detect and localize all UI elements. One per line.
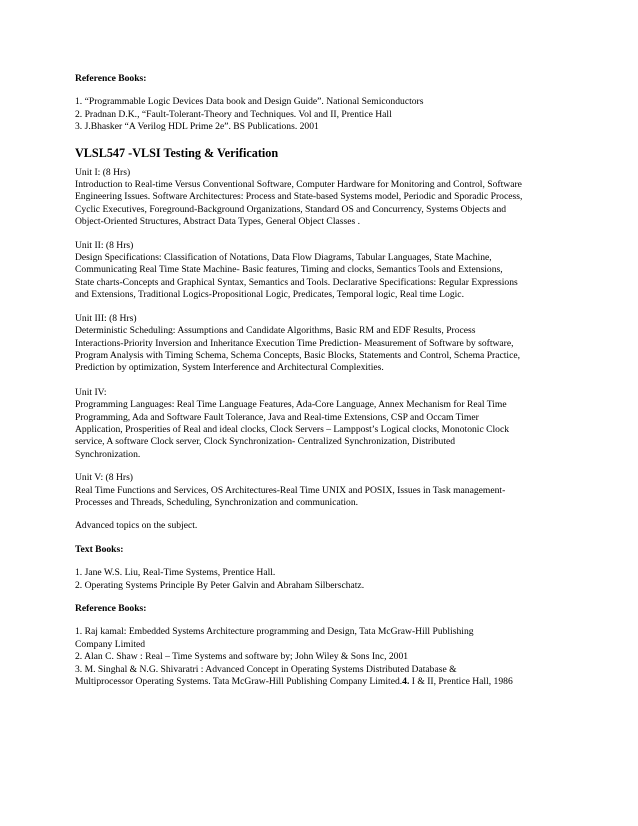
course-title: VLSL547 -VLSI Testing & Verification: [75, 145, 279, 160]
reference-book-line: 2. Alan C. Shaw : Real – Time Systems and software by; John Wiley & Sons Inc, 2001: [75, 651, 409, 663]
unit-heading: Unit III: (8 Hrs): [75, 312, 137, 324]
reference-books-list-2: [75, 626, 563, 688]
unit-text-line: Program Analysis with Timing Schema, Schema Concepts, Basic Blocks, Statements and Control, Schema Practice,: [75, 349, 520, 361]
unit-text-line: and Extensions, Traditional Logics-Propositional Logic, Predicates, Temporal logic, Real time Logic.: [75, 289, 464, 301]
reference-book-last-line-end: I & II, Prentice Hall, 1986: [409, 676, 513, 688]
reference-book-item-number: 4.: [402, 676, 410, 688]
text-book-item: 1. Jane W.S. Liu, Real-Time Systems, Prentice Hall.: [75, 567, 276, 579]
reference-book-item: 1. “Programmable Logic Devices Data book and Design Guide”. National Semiconductors: [75, 96, 424, 108]
text-books-list: [75, 567, 563, 592]
text-books-heading: Text Books:: [75, 543, 124, 555]
reference-book-item: 3. J.Bhasker “A Verilog HDL Prime 2e”. BS Publications. 2001: [75, 121, 319, 133]
document-page: [75, 73, 563, 688]
unit-text-line: Programming Languages: Real Time Language Features, Ada-Core Language, Annex Mechanism for Real Time: [75, 399, 507, 411]
unit-text-line: Communicating Real Time State Machine- Basic features, Timing and clocks, Semantics Tools and Extensions,: [75, 264, 503, 276]
reference-book-line: 3. M. Singhal & N.G. Shivaratri : Advanced Concept in Operating Systems Distributed Database &: [75, 663, 457, 675]
unit-text-line: Design Specifications: Classification of Notations, Data Flow Diagrams, Tabular Languages, State Machine,: [75, 252, 492, 264]
reference-book-line: Company Limited: [75, 638, 146, 650]
reference-books-heading: Reference Books:: [75, 73, 147, 84]
unit-text-line: Cyclic Executives, Foreground-Background Organizations, Standard OS and Concurrency, Systems Objects and: [75, 203, 507, 215]
reference-books-list: [75, 96, 563, 133]
advanced-topics: Advanced topics on the subject.: [75, 520, 198, 532]
unit-text-line: State charts-Concepts and Graphical Syntax, Semantics and Tools. Declarative Specifications: Regular Expressions: [75, 276, 518, 288]
unit-heading: Unit IV:: [75, 386, 107, 398]
unit-text-line: Interactions-Priority Inversion and Inheritance Execution Time Prediction- Measurement of Software by software,: [75, 337, 514, 349]
unit-3: [75, 313, 563, 375]
reference-book-last-line: [75, 676, 563, 688]
reference-books-heading-2: Reference Books:: [75, 603, 147, 614]
unit-text-line: Processes and Threads, Scheduling, Synchronization and communication.: [75, 496, 359, 508]
unit-text-line: Engineering Issues. Software Architectures: Process and State-based Systems model, Periodic and Sporadic Process,: [75, 191, 523, 203]
text-book-item: 2. Operating Systems Principle By Peter Galvin and Abraham Silberschatz.: [75, 579, 365, 591]
unit-text-line: Prediction by optimization, System Interference and Architectural Complexities.: [75, 362, 384, 374]
unit-text-line: Real Time Functions and Services, OS Architectures-Real Time UNIX and POSIX, Issues in Task management-: [75, 484, 506, 496]
unit-2: [75, 240, 563, 302]
reference-book-line: 1. Raj kamal: Embedded Systems Architecture programming and Design, Tata McGraw-Hill Publishing: [75, 626, 474, 638]
unit-text-line: Synchronization.: [75, 448, 141, 460]
unit-text-line: Object-Oriented Structures, Abstract Data Types, General Object Classes .: [75, 216, 361, 228]
unit-heading: Unit V: (8 Hrs): [75, 472, 134, 484]
unit-text-line: Deterministic Scheduling: Assumptions and Candidate Algorithms, Basic RM and EDF Results, Process: [75, 325, 476, 337]
unit-5: [75, 472, 563, 509]
unit-1: [75, 167, 563, 229]
unit-text-line: Introduction to Real-time Versus Conventional Software, Computer Hardware for Monitoring and Control, Software: [75, 179, 522, 191]
unit-heading: Unit II: (8 Hrs): [75, 239, 134, 251]
unit-heading: Unit I: (8 Hrs): [75, 166, 131, 178]
reference-book-last-line-start: Multiprocessor Operating Systems. Tata McGraw-Hill Publishing Company Limited.: [75, 676, 403, 688]
unit-text-line: Programming, Ada and Software Fault Tolerance, Java and Real-time Extensions, CSP and Occam Timer: [75, 411, 479, 423]
unit-text-line: service, A software Clock server, Clock Synchronization- Centralized Synchronization, Distributed: [75, 436, 456, 448]
unit-text-line: Application, Prosperities of Real and ideal clocks, Clock Servers – Lamppost’s Logical clocks, Monotonic Clock: [75, 423, 510, 435]
reference-book-item: 2. Pradnan D.K., “Fault-Tolerant-Theory and Techniques. Vol and II, Prentice Hall: [75, 108, 392, 120]
unit-4: [75, 387, 563, 461]
